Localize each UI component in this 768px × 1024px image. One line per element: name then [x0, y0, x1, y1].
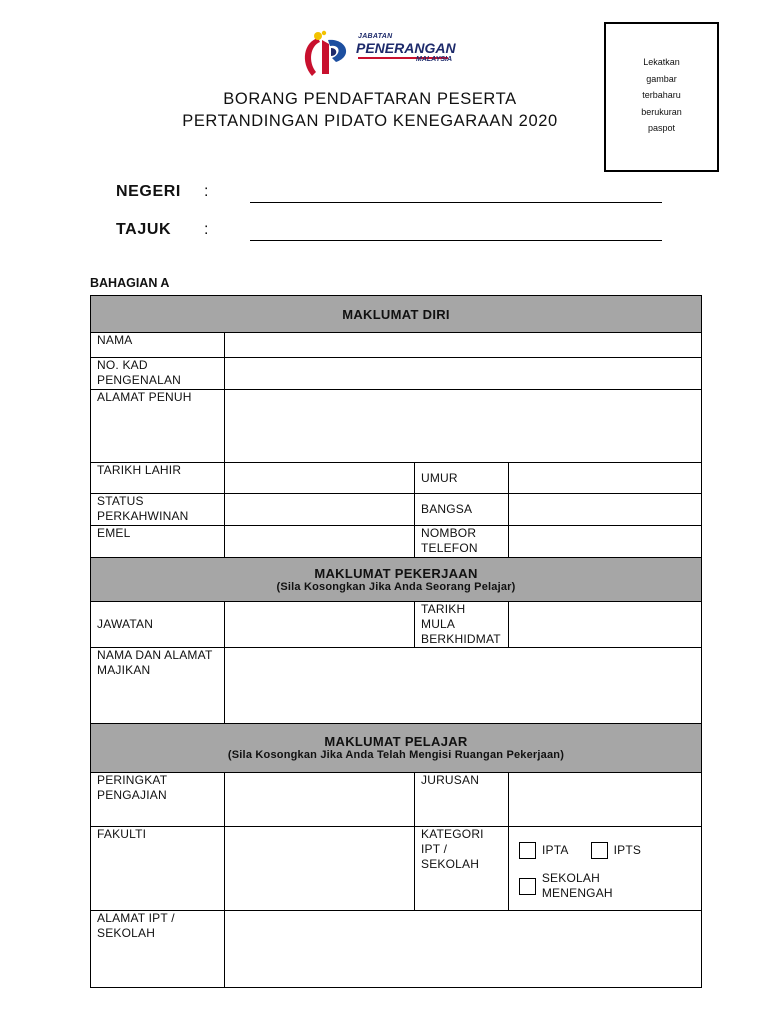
nama-alamat-majikan-label: NAMA DAN ALAMAT MAJIKAN — [91, 648, 225, 724]
jurusan-label: JURUSAN — [415, 773, 509, 827]
emel-label: EMEL — [91, 526, 225, 558]
fakulti-label: FAKULTI — [91, 827, 225, 911]
logo-text-top: JABATAN — [358, 33, 393, 40]
status-perkahwinan-field[interactable] — [225, 494, 415, 526]
negeri-colon: : — [204, 183, 209, 200]
photo-box-text: gambar — [646, 73, 677, 84]
kad-pengenalan-field[interactable] — [225, 358, 702, 390]
bangsa-label: BANGSA — [415, 494, 509, 526]
jurusan-field[interactable] — [509, 773, 702, 827]
maklumat-pekerjaan-header — [91, 558, 702, 602]
nama-field[interactable] — [225, 333, 702, 358]
negeri-field[interactable] — [250, 186, 662, 203]
kad-pengenalan-label: NO. KAD PENGENALAN — [91, 358, 225, 390]
ipts-checkbox[interactable] — [591, 842, 608, 859]
emel-field[interactable] — [225, 526, 415, 558]
ipta-checkbox[interactable] — [519, 842, 536, 859]
maklumat-diri-header — [91, 296, 702, 333]
tarikh-lahir-label: TARIKH LAHIR — [91, 463, 225, 494]
umur-field[interactable] — [509, 463, 702, 494]
maklumat-pelajar-header — [91, 724, 702, 773]
photo-box-text: paspot — [647, 123, 676, 133]
alamat-penuh-field[interactable] — [225, 390, 702, 463]
ipta-label: IPTA — [542, 843, 569, 857]
section-title: MAKLUMAT PELAJAR — [324, 734, 468, 749]
tajuk-label: TAJUK — [116, 221, 172, 238]
jabatan-penerangan-logo — [298, 28, 458, 84]
tajuk-field[interactable] — [250, 224, 662, 241]
section-title: MAKLUMAT DIRI — [342, 306, 450, 322]
peringkat-pengajian-field[interactable] — [225, 773, 415, 827]
section-subtitle: (Sila Kosongkan Jika Anda Telah Mengisi Ruangan Pekerjaan) — [227, 749, 565, 761]
passport-photo-box — [604, 22, 719, 172]
form-title-line1: BORANG PENDAFTARAN PESERTA — [223, 90, 517, 108]
photo-box-text: terbaharu — [642, 90, 681, 100]
nombor-telefon-label: NOMBOR TELEFON — [415, 526, 509, 558]
form-title-line2: PERTANDINGAN PIDATO KENEGARAAN 2020 — [182, 112, 558, 130]
negeri-label: NEGERI — [116, 183, 181, 200]
nombor-telefon-field[interactable] — [509, 526, 702, 558]
alamat-penuh-label: ALAMAT PENUH — [91, 390, 225, 463]
status-perkahwinan-label: STATUS PERKAHWINAN — [91, 494, 225, 526]
alamat-ipt-field[interactable] — [225, 911, 702, 988]
jawatan-label: JAWATAN — [91, 602, 225, 648]
fakulti-field[interactable] — [225, 827, 415, 911]
photo-box-text: Lekatkan — [643, 57, 680, 67]
umur-label: UMUR — [415, 463, 509, 494]
section-title: MAKLUMAT PEKERJAAN — [314, 565, 478, 581]
tarikh-mula-field[interactable] — [509, 602, 702, 648]
nama-alamat-majikan-field[interactable] — [225, 648, 702, 724]
logo-text-main: PENERANGAN — [356, 40, 456, 56]
tarikh-mula-label: TARIKH MULA BERKHIDMAT — [415, 602, 509, 648]
kategori-label: KATEGORI IPT / SEKOLAH — [415, 827, 509, 911]
tajuk-colon: : — [204, 221, 209, 238]
photo-box-text: berukuran — [641, 106, 682, 117]
ipts-label: IPTS — [613, 843, 642, 857]
tarikh-lahir-field[interactable] — [225, 463, 415, 494]
kategori-options — [509, 827, 702, 911]
logo-text-bottom: MALAYSIA — [416, 56, 453, 63]
registration-table — [90, 295, 702, 988]
nama-label: NAMA — [91, 333, 225, 358]
jawatan-field[interactable] — [225, 602, 415, 648]
peringkat-pengajian-label: PERINGKAT PENGAJIAN — [91, 773, 225, 827]
section-label: BAHAGIAN A — [90, 276, 170, 290]
alamat-ipt-label: ALAMAT IPT / SEKOLAH — [91, 911, 225, 988]
bangsa-field[interactable] — [509, 494, 702, 526]
section-subtitle: (Sila Kosongkan Jika Anda Seorang Pelajar) — [276, 580, 516, 593]
sekolah-menengah-checkbox[interactable] — [519, 878, 536, 895]
logo-emblem-icon — [298, 28, 354, 84]
sekolah-menengah-label: SEKOLAH MENENGAH — [541, 871, 613, 900]
